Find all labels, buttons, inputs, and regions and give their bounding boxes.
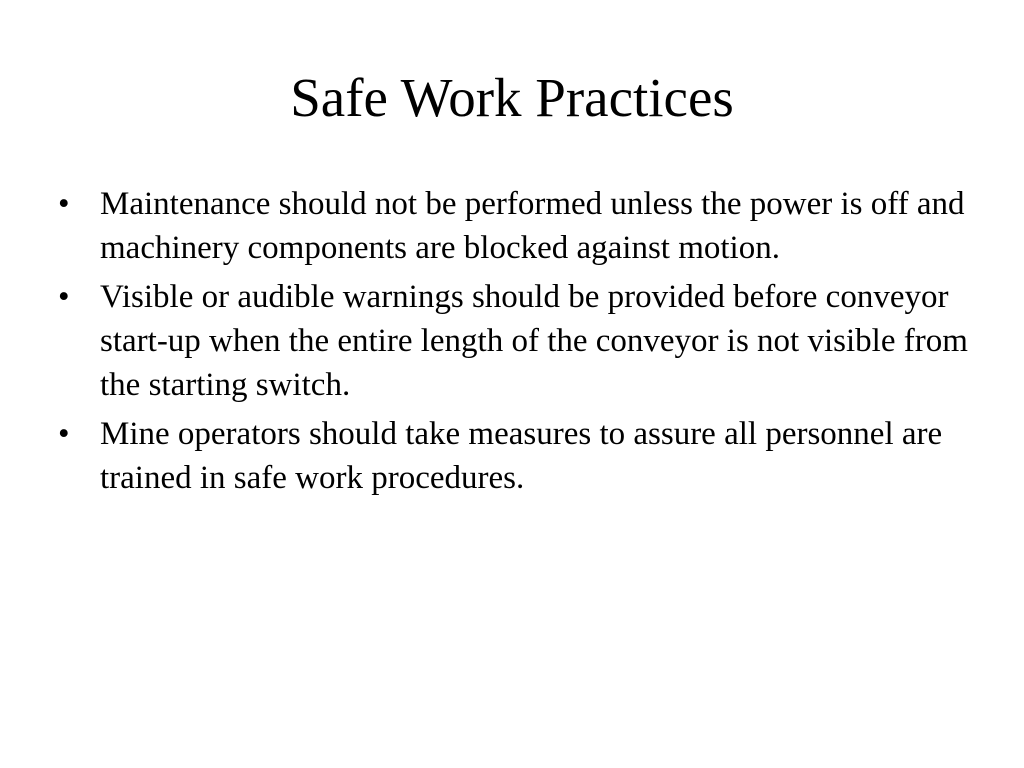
bullet-marker: • <box>58 186 70 222</box>
bullet-marker: • <box>58 279 70 315</box>
bullet-item-warnings <box>58 275 978 407</box>
bullet-text: Visible or audible warnings should be provided before conveyor start-up when the entire length of the conveyor is not visible from the starting switch. <box>100 279 968 403</box>
slide-title: Safe Work Practices <box>290 67 734 128</box>
bullet-marker: • <box>58 416 70 452</box>
bullet-text: Mine operators should take measures to assure all personnel are trained in safe work procedures. <box>100 416 943 496</box>
bullet-list <box>58 182 978 505</box>
bullet-item-training <box>58 412 978 500</box>
bullet-text: Maintenance should not be performed unless the power is off and machinery components are blocked against motion. <box>100 186 965 266</box>
bullet-item-maintenance <box>58 182 978 270</box>
